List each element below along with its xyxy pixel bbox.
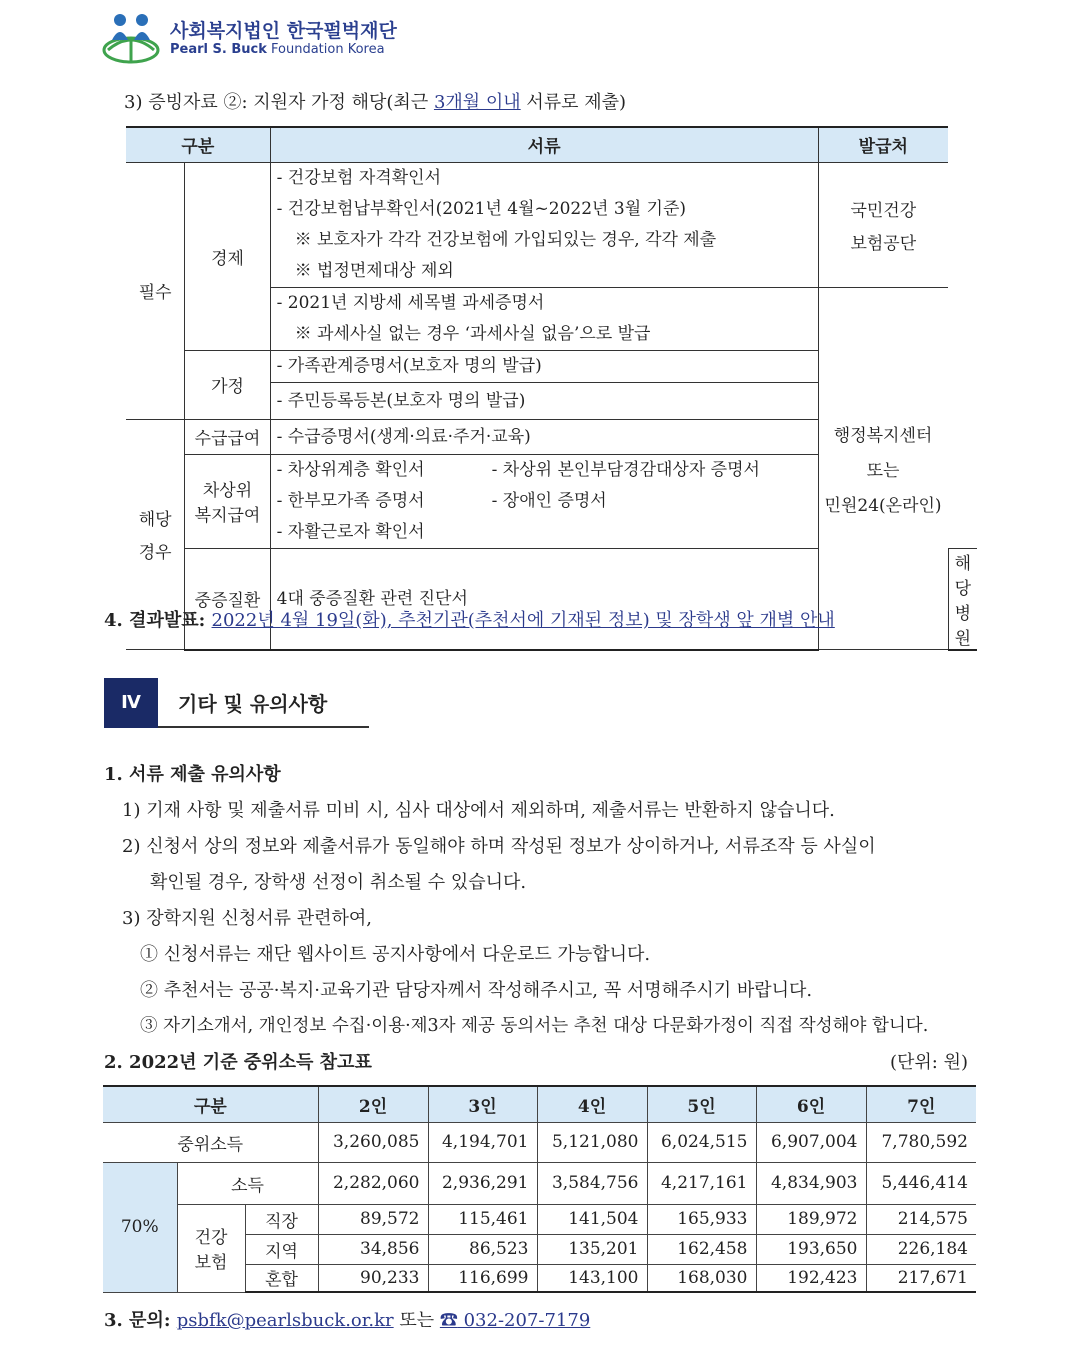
- contact-phone-link[interactable]: ☎ 032-207-7179: [439, 1310, 591, 1331]
- period-highlight: 3개월 이내: [433, 92, 521, 113]
- th-documents: 서류: [270, 127, 818, 162]
- section-title: 기타 및 유의사항: [178, 692, 328, 716]
- org-name-ko: 사회복지법인 한국펄벅재단: [170, 20, 397, 42]
- doc-recipient: - 수급증명서(생계·의료·주거·교육): [270, 419, 818, 454]
- doc-diagnosis: 4대 중증질환 관련 진단서: [270, 548, 818, 650]
- th-7: 7인: [866, 1086, 976, 1122]
- phone-icon: ☎: [439, 1310, 458, 1331]
- median-income-table: [103, 1085, 976, 1293]
- note-3: 3) 장학지원 신청서류 관련하여,: [122, 908, 373, 929]
- org-name-en: Pearl S. Buck Foundation Korea: [170, 42, 385, 57]
- foundation-logo: [100, 10, 397, 66]
- contact-line: 3. 문의: psbfk@pearlsbuck.or.kr 또는 ☎ 032-207-7179: [104, 1310, 591, 1331]
- results-date: 2022년 4월 19일(화), 추천기관(추천서에 기재된 정보) 및 장학생 앞 개별 안내: [211, 610, 835, 631]
- th-3: 3인: [428, 1086, 537, 1122]
- issuer-nhis: 국민건강 보험공단: [818, 162, 948, 287]
- th-6: 6인: [756, 1086, 866, 1122]
- cat-required: 필수: [126, 162, 185, 419]
- docs-economy-a: - 건강보험 자격확인서 - 건강보험납부확인서(2021년 4월~2022년 3월 기준) ※ 보호자가 각각 건강보험에 가입되있는 경우, 각각 제출 ※ 법정면제대상 제외: [270, 162, 818, 287]
- section-numeral: Ⅳ: [104, 678, 158, 728]
- note-3c: ③ 자기소개서, 개인정보 수집·이용·제3자 제공 동의서는 추천 대상 다문화가정이 직접 작성해야 합니다.: [140, 1016, 929, 1036]
- note-3a: ① 신청서류는 재단 웹사이트 공지사항에서 다운로드 가능합니다.: [140, 944, 651, 965]
- section-header: [104, 678, 369, 728]
- docs-economy-b: - 2021년 지방세 세목별 과세증명서 ※ 과세사실 없는 경우 ‘과세사실 없음’으로 발급: [270, 287, 818, 350]
- th-5: 5인: [647, 1086, 756, 1122]
- table-row: 지역 34,856 86,523 135,201 162,458 193,650 226,184: [103, 1234, 976, 1264]
- th-issuer: 발급처: [818, 127, 948, 162]
- pct-70: 70%: [103, 1162, 177, 1292]
- issuer-center: 행정복지센터 또는 민원24(온라인): [818, 287, 948, 650]
- note-2b: 확인될 경우, 장학생 선정이 취소될 수 있습니다.: [150, 872, 527, 893]
- contact-email-link[interactable]: psbfk@pearlsbuck.or.kr: [176, 1310, 394, 1331]
- note-1: 1) 기재 사항 및 제출서류 미비 시, 심사 대상에서 제외하며, 제출서류는 반환하지 않습니다.: [122, 800, 835, 821]
- unit-label: (단위: 원): [890, 1052, 968, 1073]
- th-4: 4인: [537, 1086, 647, 1122]
- results-announcement: 4. 결과발표: 2022년 4월 19일(화), 추천기관(추천서에 기재된 정보) 및 장학생 앞 개별 안내: [104, 610, 835, 631]
- evidence-documents-table: [126, 126, 977, 651]
- sub-basic-livelihood: 수급급여: [185, 419, 270, 454]
- sub-economy: 경제: [185, 162, 270, 350]
- sub-family: 가정: [185, 350, 270, 419]
- note-2a: 2) 신청서 상의 정보와 제출서류가 동일해야 하며 작성된 정보가 상이하거나, 서류조작 등 사실이: [122, 836, 876, 857]
- issuer-hospital: 해당 병원: [948, 548, 977, 650]
- th-category: 구분: [126, 127, 270, 162]
- doc-resident-register: - 주민등록등본(보호자 명의 발급): [270, 382, 818, 419]
- docs-near-poverty: - 차상위계층 확인서 - 차상위 본인부담경감대상자 증명서 - 한부모가족 증명서 - 장애인 증명서 - 자활근로자 확인서: [270, 454, 818, 548]
- th-2: 2인: [318, 1086, 428, 1122]
- table-row: 70% 소득 2,282,060 2,936,291 3,584,756 4,217,161 4,834,903 5,446,414: [103, 1162, 976, 1204]
- table-row: 혼합 90,233 116,699 143,100 168,030 192,423 217,671: [103, 1264, 976, 1292]
- notes-heading: 1. 서류 제출 유의사항: [104, 764, 281, 785]
- sub-serious-illness: 중증질환: [185, 548, 270, 650]
- table-row: 중위소득 3,260,085 4,194,701 5,121,080 6,024,515 6,907,004 7,780,592: [103, 1122, 976, 1162]
- section-underline: [158, 726, 369, 728]
- th-category: 구분: [103, 1086, 318, 1122]
- note-3b: ② 추천서는 공공·복지·교육기관 담당자께서 작성해주시고, 꼭 서명해주시기 바랍니다.: [140, 980, 813, 1001]
- sub-near-poverty: 차상위 복지급여: [185, 454, 270, 548]
- income-table-heading: 2. 2022년 기준 중위소득 참고표: [104, 1052, 372, 1073]
- cat-applicable: 해당 경우: [126, 419, 185, 650]
- globe-people-icon: [100, 10, 162, 66]
- evidence-heading: 3) 증빙자료 ②: 지원자 가정 해당(최근 3개월 이내 서류로 제출): [124, 92, 627, 113]
- doc-family-relation: - 가족관계증명서(보호자 명의 발급): [270, 350, 818, 382]
- table-row: 건강 보험 직장 89,572 115,461 141,504 165,933 189,972 214,575: [103, 1204, 976, 1234]
- health-insurance: 건강 보험: [177, 1204, 245, 1292]
